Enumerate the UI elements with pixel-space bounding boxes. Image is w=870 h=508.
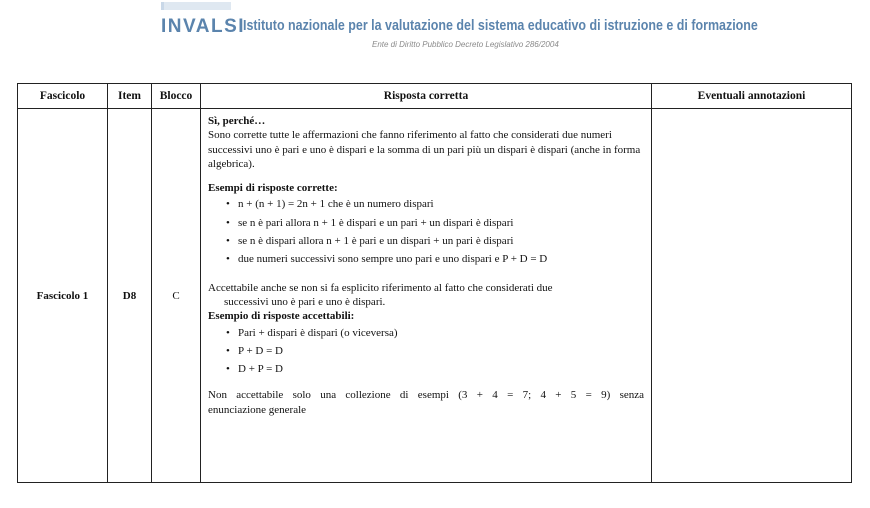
bullet-icon: •: [226, 235, 230, 248]
bullet-icon: •: [226, 198, 230, 211]
bullet-icon: •: [226, 253, 230, 266]
list-item: • Pari + dispari è dispari (o viceversa): [226, 326, 398, 339]
institute-name: Istituto nazionale per la valutazione del sistema educativo di istruzione e di formazione: [243, 18, 758, 34]
invalsi-logo-mark-icon: [161, 0, 231, 12]
acceptable-examples-heading: Esempio di risposte accettabili:: [208, 310, 355, 323]
answer-intro: Sono corrette tutte le affermazioni che fanno riferimento al fatto che considerati due numeri successivi uno è pari e uno è dispari e la somma di un pari più un dispari è dispari (anche in forma algebrica).: [208, 129, 641, 170]
table-row: [18, 109, 852, 483]
acceptable-note-line2: successivi uno è pari e uno è dispari.: [224, 295, 386, 308]
invalsi-logo: INVALSI: [161, 16, 246, 37]
column-header-risposta: Risposta corretta: [201, 84, 652, 109]
bullet-icon: •: [226, 326, 230, 339]
not-acceptable-line2: enunciazione generale: [208, 403, 307, 416]
column-header-item: Item: [108, 84, 152, 109]
bullet-icon: •: [226, 344, 230, 357]
not-acceptable-line1: Non accettabile solo una collezione di esempi (3 + 4 = 7; 4 + 5 = 9) senza: [208, 389, 644, 402]
cell-fascicolo: Fascicolo 1: [18, 109, 108, 483]
column-header-fascicolo: Fascicolo: [18, 84, 108, 109]
correct-examples-heading: Esempi di risposte corrette:: [208, 182, 338, 195]
document-header: [0, 0, 870, 62]
bullet-icon: •: [226, 216, 230, 229]
list-item: • n + (n + 1) = 2n + 1 che è un numero dispari: [226, 198, 434, 211]
cell-blocco: C: [152, 109, 201, 483]
bullet-icon: •: [226, 363, 230, 376]
grading-table: [17, 83, 852, 483]
column-header-annotazioni: Eventuali annotazioni: [652, 84, 852, 109]
correct-examples-list: [208, 197, 644, 266]
cell-item: D8: [108, 109, 152, 483]
table-header-row: [18, 84, 852, 109]
acceptable-examples-list: [208, 326, 644, 377]
cell-annotazioni: [652, 109, 852, 483]
list-item: • P + D = D: [226, 344, 284, 357]
list-item: • se n è pari allora n + 1 è dispari e un pari + un dispari è dispari: [226, 216, 514, 229]
acceptable-note-line1: Accettabile anche se non si fa esplicito riferimento al fatto che considerati due: [208, 281, 553, 294]
list-item: • D + P = D: [226, 363, 284, 376]
answer-title: Sì, perché…: [208, 115, 266, 127]
list-item: • due numeri successivi sono sempre uno pari e uno dispari e P + D = D: [226, 253, 548, 266]
column-header-blocco: Blocco: [152, 84, 201, 109]
cell-risposta: [201, 109, 652, 483]
institute-subline: Ente di Diritto Pubblico Decreto Legislativo 286/2004: [372, 40, 559, 49]
list-item: • se n è dispari allora n + 1 è pari e un dispari + un pari è dispari: [226, 235, 514, 248]
